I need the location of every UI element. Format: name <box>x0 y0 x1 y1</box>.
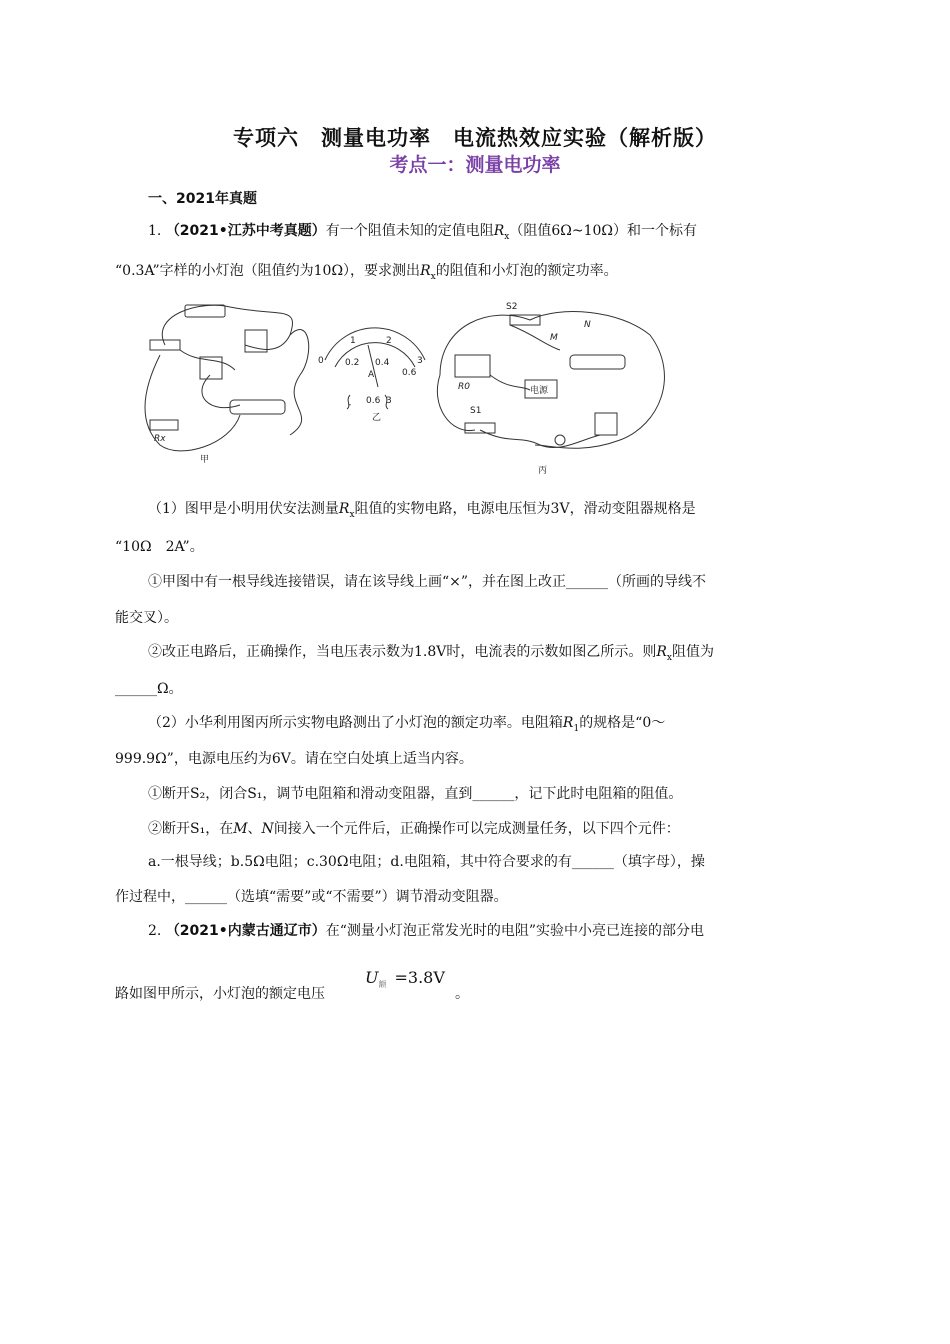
q1-part2-sub3-line1: a.一根导线；b.5Ω电阻；c.30Ω电阻；d.电阻箱，其中符合要求的有______（填字母），操 <box>148 854 705 870</box>
wire-bing-mid <box>490 375 530 390</box>
dial-tick-3: 3 <box>417 356 423 366</box>
wire-jia-4 <box>180 350 235 370</box>
terminal-minus: - <box>348 400 352 410</box>
fig-label-jia: 甲 <box>200 455 210 465</box>
q1-part1-sub1-line2: 能交叉）。 <box>115 610 178 626</box>
resistance-box-r0 <box>455 355 490 377</box>
q1-part1-line2: “10Ω 2A”。 <box>115 539 204 555</box>
dial-tick-02: 0.2 <box>345 358 360 368</box>
ammeter-bing <box>595 413 617 435</box>
fig-label-m: M <box>550 333 558 343</box>
dial-tick-04: 0.4 <box>375 358 390 368</box>
q1-part1-line1: （1）图甲是小明用伏安法测量$R_x$阻值的实物电路，电源电压恒为3V，滑动变阻器规格是 <box>148 501 696 520</box>
dial-tick-06: 0.6 <box>402 368 417 378</box>
terminal-3: 3 <box>386 396 392 406</box>
fig-label-r0: R0 <box>458 382 470 392</box>
q1-line2: “0.3A”字样的小灯泡（阻值约为10Ω），要求测出$R_x$的阻值和小灯泡的额定功率。 <box>115 263 618 282</box>
wire-jia-2 <box>290 330 309 435</box>
q2-line2: 路如图甲所示，小灯泡的额定电压 <box>115 986 325 1002</box>
q2-number: 2. <box>148 923 162 939</box>
voltmeter-jia <box>245 330 267 352</box>
q1-part1-sub1-line1: ①甲图中有一根导线连接错误，请在该导线上画“×”，并在图上改正______（所画的导线不 <box>148 574 707 590</box>
fig-label-n: N <box>584 320 591 330</box>
fig-label-s1: S1 <box>470 406 482 416</box>
rheostat-jia <box>230 400 285 414</box>
fig-label-rx: Rx <box>154 434 166 444</box>
dial-unit: A <box>368 370 375 380</box>
q1-part2-sub2: ②断开S₁，在M、N间接入一个元件后，正确操作可以完成测量任务，以下四个元件： <box>148 821 680 837</box>
switch-s1 <box>465 423 495 433</box>
dial-arc <box>325 328 425 360</box>
q1-part2-sub1: ①断开S₂，闭合S₁，调节电阻箱和滑动变阻器，直到______，记下此时电阻箱的阻值。 <box>148 786 683 802</box>
bulb <box>555 435 565 445</box>
wire-jia-5 <box>202 375 240 408</box>
rheostat-bing <box>570 355 625 369</box>
dial-tick-0: 0 <box>318 356 324 366</box>
terminal-06: 0.6 <box>366 396 381 406</box>
wire-jia-1 <box>162 305 292 349</box>
rx-jia <box>150 420 178 430</box>
dial-tick-1: 1 <box>350 336 356 346</box>
q2-line2-end: 。 <box>455 986 469 1002</box>
fig-label-source: 电源 <box>530 386 549 396</box>
q2-source: （2021•内蒙古通辽市） <box>165 923 326 939</box>
q1-part1-sub2-line1: ②改正电路后，正确操作，当电压表示数为1.8V时，电流表的示数如图乙所示。则$R_x$阻值为 <box>148 644 714 663</box>
fig-label-bing: 丙 <box>538 466 548 476</box>
q1-source: （2021•江苏中考真题） <box>165 223 326 239</box>
q1-part2-line1: （2）小华利用图丙所示实物电路测出了小灯泡的额定功率。电阻箱$R_1$的规格是“0～ <box>148 715 666 734</box>
section-heading: 一、2021年真题 <box>148 191 257 207</box>
page-subtitle: 考点一：测量电功率 <box>389 154 561 176</box>
page-title: 专项六 测量电功率 电流热效应实验（解析版） <box>233 126 717 150</box>
circuit-diagrams-svg <box>140 295 670 485</box>
dial-tick-2: 2 <box>386 336 392 346</box>
rx-symbol: R <box>493 223 505 239</box>
fig-label-yi: 乙 <box>372 413 382 423</box>
q1-part2-line2: 999.9Ω”，电源电压约为6V。请在空白处填上适当内容。 <box>115 751 473 767</box>
q1-part2-sub3-line2: 作过程中，______（选填“需要”或“不需要”）调节滑动变阻器。 <box>115 889 508 905</box>
battery-jia <box>185 305 225 317</box>
rated-voltage-formula: $U_额 =3.8V$ <box>365 968 445 990</box>
switch-s2 <box>510 315 540 325</box>
wire-bing-bottom <box>480 430 600 448</box>
q2-line1: 2. （2021•内蒙古通辽市）在“测量小灯泡正常发光时的电阻”实验中小亮已连接的部分电 <box>148 923 705 939</box>
q1-line1: 1. （2021•江苏中考真题）有一个阻值未知的定值电阻$R_x$（阻值6Ω~10Ω）和一个标有 <box>148 223 698 242</box>
q1-number: 1. <box>148 223 162 239</box>
q1-part1-sub2-line2: ______Ω。 <box>115 681 183 697</box>
fig-label-s2: S2 <box>506 302 518 312</box>
circuit-figures <box>140 295 670 485</box>
